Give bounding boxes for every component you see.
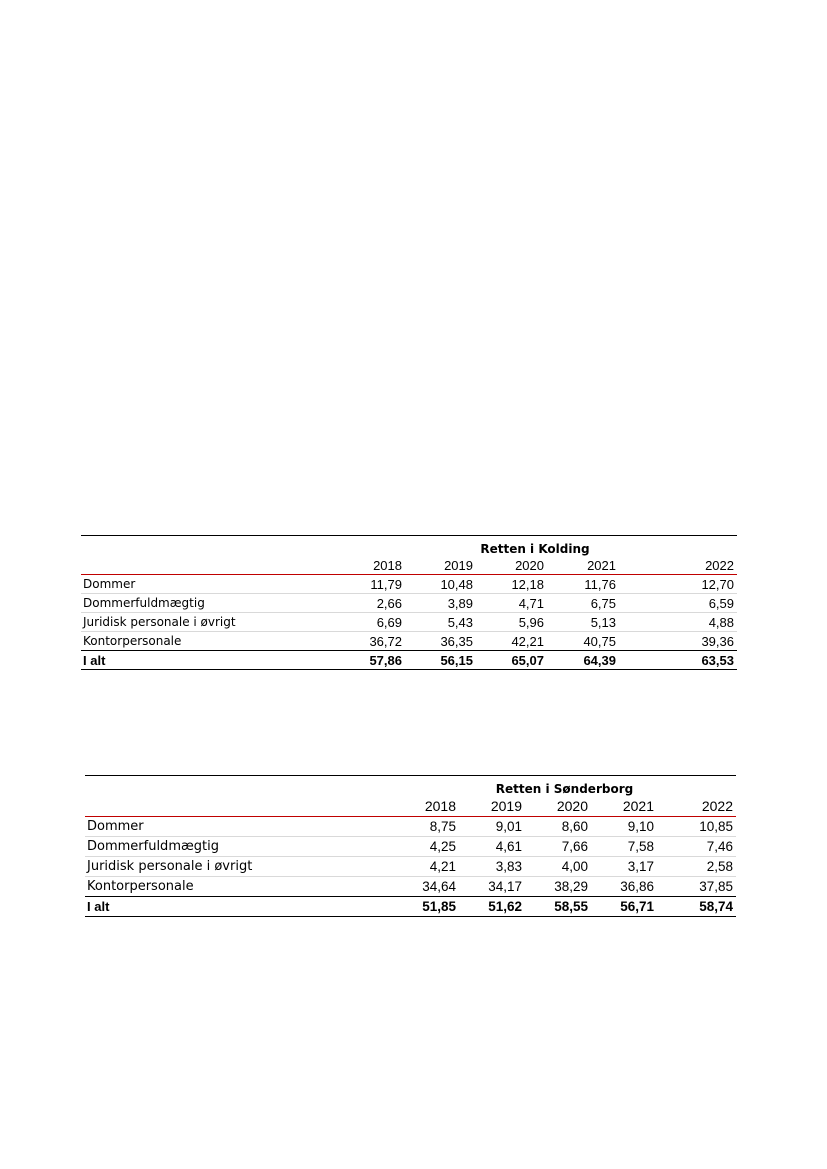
table-row	[85, 817, 736, 837]
cell-value: 36,86	[591, 877, 657, 897]
table-row	[81, 632, 737, 651]
cell-value: 2,66	[333, 594, 405, 613]
row-label: Dommer	[81, 575, 333, 594]
cell-value: 9,10	[591, 817, 657, 837]
cell-value: 12,18	[476, 575, 547, 594]
row-label: Dommerfuldmægtig	[81, 594, 333, 613]
year-header: 2019	[405, 556, 476, 575]
cell-value: 12,70	[619, 575, 737, 594]
table-row	[81, 575, 737, 594]
table-row	[81, 594, 737, 613]
cell-value: 5,13	[547, 613, 619, 632]
total-value: 58,74	[657, 897, 736, 917]
cell-value: 3,17	[591, 857, 657, 877]
staff-table-kolding	[81, 535, 737, 670]
total-value: 65,07	[476, 651, 547, 670]
cell-value: 4,61	[459, 837, 525, 857]
row-label: Dommerfuldmægtig	[85, 837, 393, 857]
cell-value: 5,43	[405, 613, 476, 632]
cell-value: 4,25	[393, 837, 459, 857]
total-label: I alt	[81, 651, 333, 670]
total-value: 51,85	[393, 897, 459, 917]
total-value: 56,71	[591, 897, 657, 917]
cell-value: 36,35	[405, 632, 476, 651]
cell-value: 7,66	[525, 837, 591, 857]
total-row	[81, 651, 737, 670]
cell-value: 6,59	[619, 594, 737, 613]
cell-value: 7,58	[591, 837, 657, 857]
cell-value: 6,69	[333, 613, 405, 632]
table-title: Retten i Kolding	[333, 536, 737, 557]
total-value: 56,15	[405, 651, 476, 670]
total-value: 57,86	[333, 651, 405, 670]
cell-value: 36,72	[333, 632, 405, 651]
cell-value: 6,75	[547, 594, 619, 613]
total-label: I alt	[85, 897, 393, 917]
year-header: 2018	[393, 796, 459, 817]
cell-value: 11,76	[547, 575, 619, 594]
cell-value: 5,96	[476, 613, 547, 632]
cell-value: 2,58	[657, 857, 736, 877]
row-label: Juridisk personale i øvrigt	[85, 857, 393, 877]
total-value: 58,55	[525, 897, 591, 917]
year-header: 2021	[591, 796, 657, 817]
cell-value: 3,83	[459, 857, 525, 877]
cell-value: 39,36	[619, 632, 737, 651]
cell-value: 4,88	[619, 613, 737, 632]
cell-value: 8,75	[393, 817, 459, 837]
table-row	[85, 877, 736, 897]
cell-value: 37,85	[657, 877, 736, 897]
row-label: Juridisk personale i øvrigt	[81, 613, 333, 632]
year-header: 2020	[476, 556, 547, 575]
year-header: 2022	[619, 556, 737, 575]
table-row	[85, 857, 736, 877]
total-value: 63,53	[619, 651, 737, 670]
cell-value: 11,79	[333, 575, 405, 594]
cell-value: 9,01	[459, 817, 525, 837]
table-row	[85, 837, 736, 857]
cell-value: 10,48	[405, 575, 476, 594]
cell-value: 7,46	[657, 837, 736, 857]
cell-value: 34,64	[393, 877, 459, 897]
cell-value: 40,75	[547, 632, 619, 651]
cell-value: 34,17	[459, 877, 525, 897]
table-title: Retten i Sønderborg	[393, 776, 736, 797]
cell-value: 4,00	[525, 857, 591, 877]
total-value: 64,39	[547, 651, 619, 670]
year-header: 2019	[459, 796, 525, 817]
total-row	[85, 897, 736, 917]
year-header: 2020	[525, 796, 591, 817]
row-label: Kontorpersonale	[81, 632, 333, 651]
cell-value: 38,29	[525, 877, 591, 897]
cell-value: 4,71	[476, 594, 547, 613]
staff-table-sonderborg	[85, 775, 736, 917]
cell-value: 8,60	[525, 817, 591, 837]
year-header: 2022	[657, 796, 736, 817]
row-label: Dommer	[85, 817, 393, 837]
total-value: 51,62	[459, 897, 525, 917]
cell-value: 10,85	[657, 817, 736, 837]
year-header: 2018	[333, 556, 405, 575]
table-row	[81, 613, 737, 632]
cell-value: 42,21	[476, 632, 547, 651]
cell-value: 4,21	[393, 857, 459, 877]
year-header: 2021	[547, 556, 619, 575]
row-label: Kontorpersonale	[85, 877, 393, 897]
cell-value: 3,89	[405, 594, 476, 613]
